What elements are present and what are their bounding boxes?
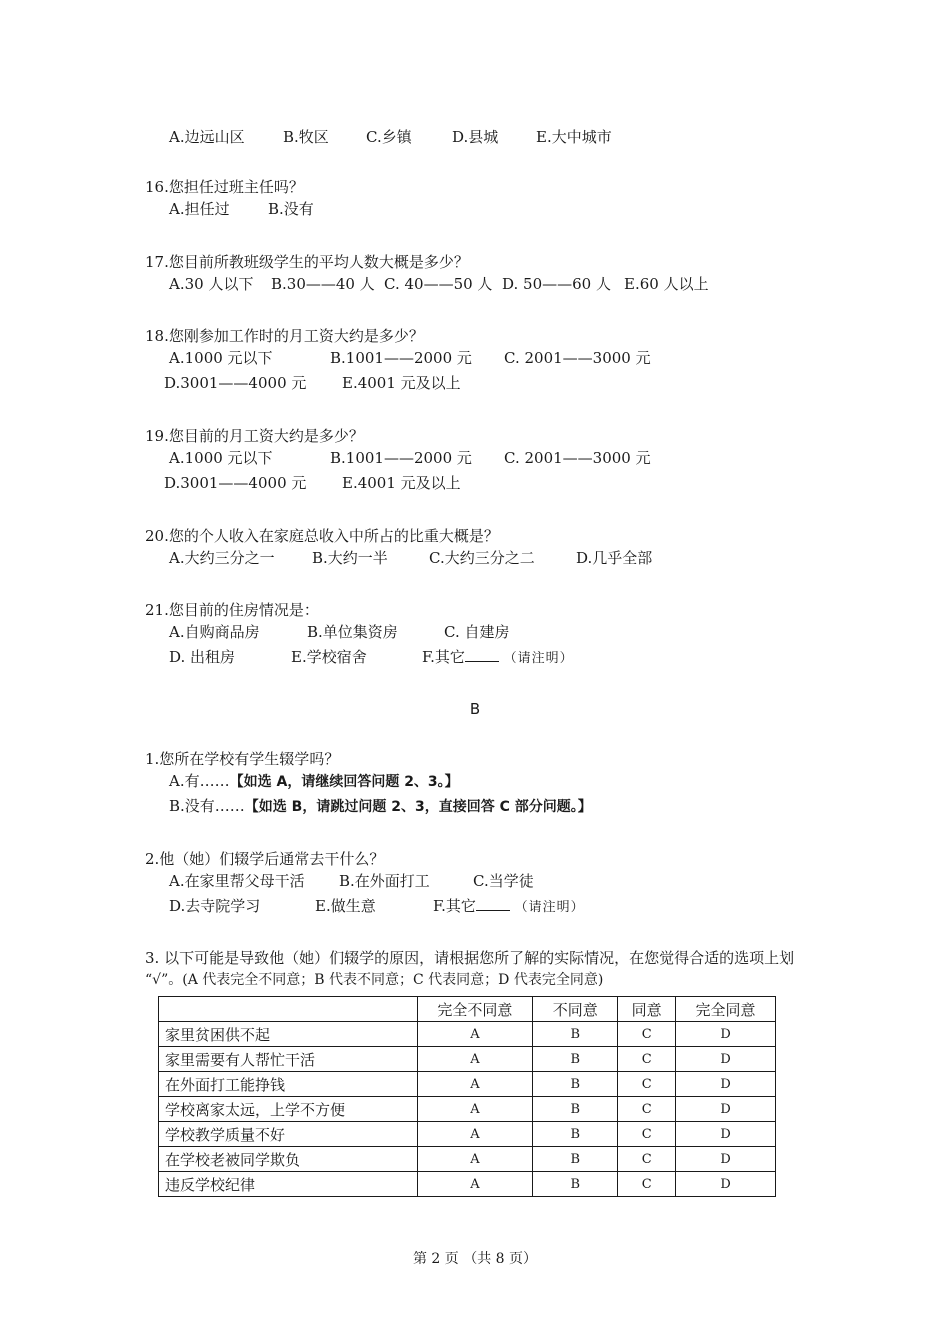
table-header-strongly-agree: 完全同意 [676, 997, 776, 1022]
choice-c[interactable]: C [618, 1122, 676, 1147]
option-15-c[interactable]: C.乡镇 [366, 128, 412, 146]
table-row [159, 1072, 776, 1097]
dropout-reasons-table [158, 996, 776, 1197]
table-header-agree: 同意 [618, 997, 676, 1022]
choice-a[interactable]: A [417, 1022, 533, 1047]
please-specify-note: （请注明） [503, 651, 574, 666]
option-20-c[interactable]: C.大约三分之二 [429, 549, 535, 567]
choice-c[interactable]: C [618, 1147, 676, 1172]
option-b1-a-instruction: 【如选 A，请继续回答问题 2、3。】 [229, 774, 459, 790]
option-b1-b[interactable] [169, 795, 592, 818]
choice-a[interactable]: A [417, 1072, 533, 1097]
question-b3 [145, 947, 825, 991]
option-21-d[interactable]: D. 出租房 [169, 648, 236, 666]
option-b2-b[interactable]: B.在外面打工 [339, 872, 430, 890]
option-15-b[interactable]: B.牧区 [283, 128, 329, 146]
choice-d[interactable]: D [676, 1072, 776, 1097]
choice-b[interactable]: B [533, 1147, 618, 1172]
table-row [159, 1147, 776, 1172]
table-row [159, 1172, 776, 1197]
option-21-e[interactable]: E.学校宿舍 [291, 648, 367, 666]
question-21 [145, 599, 825, 671]
choice-d[interactable]: D [676, 1172, 776, 1197]
question-20 [145, 525, 825, 572]
choice-d[interactable]: D [676, 1022, 776, 1047]
choice-b[interactable]: B [533, 1172, 618, 1197]
choice-a[interactable]: A [417, 1122, 533, 1147]
option-19-b[interactable]: B.1001——2000 元 [330, 449, 472, 467]
option-21-f-label: F.其它 [422, 648, 465, 666]
table-row [159, 1047, 776, 1072]
option-b2-c[interactable]: C.当学徒 [473, 872, 534, 890]
question-16-title: 16.您担任过班主任吗？ [145, 178, 304, 196]
option-b1-a-label: A.有…… [169, 772, 230, 790]
choice-a[interactable]: A [417, 1097, 533, 1122]
fill-in-blank[interactable] [465, 647, 499, 662]
question-18 [145, 325, 825, 397]
option-21-c[interactable]: C. 自建房 [444, 623, 510, 641]
option-17-a[interactable]: A.30 人以下 [169, 275, 254, 293]
choice-d[interactable]: D [676, 1047, 776, 1072]
option-17-b[interactable]: B.30——40 人 [271, 275, 375, 293]
choice-b[interactable]: B [533, 1047, 618, 1072]
please-specify-note: （请注明） [514, 900, 585, 915]
question-b2 [145, 848, 825, 920]
choice-b[interactable]: B [533, 1022, 618, 1047]
question-b2-title: 2.他（她）们辍学后通常去干什么？ [145, 850, 385, 868]
choice-a[interactable]: A [417, 1147, 533, 1172]
choice-d[interactable]: D [676, 1147, 776, 1172]
table-row [159, 1097, 776, 1122]
row-label: 在学校老被同学欺负 [159, 1147, 418, 1172]
option-21-b[interactable]: B.单位集资房 [307, 623, 398, 641]
option-20-d[interactable]: D.几乎全部 [576, 549, 653, 567]
table-row [159, 1022, 776, 1047]
question-19 [145, 425, 825, 497]
option-21-a[interactable]: A.自购商品房 [169, 623, 260, 641]
choice-a[interactable]: A [417, 1047, 533, 1072]
fill-in-blank[interactable] [476, 896, 510, 911]
choice-c[interactable]: C [618, 1022, 676, 1047]
table-header-disagree: 不同意 [533, 997, 618, 1022]
option-15-d[interactable]: D.县城 [452, 128, 499, 146]
option-19-e[interactable]: E.4001 元及以上 [342, 474, 461, 492]
question-21-title: 21.您目前的住房情况是： [145, 601, 319, 619]
option-b2-a[interactable]: A.在家里帮父母干活 [169, 872, 305, 890]
option-16-b[interactable]: B.没有 [268, 200, 314, 218]
choice-b[interactable]: B [533, 1072, 618, 1097]
option-18-e[interactable]: E.4001 元及以上 [342, 374, 461, 392]
choice-b[interactable]: B [533, 1097, 618, 1122]
option-b2-d[interactable]: D.去寺院学习 [169, 897, 261, 915]
question-b1-title: 1.您所在学校有学生辍学吗？ [145, 750, 340, 768]
question-18-title: 18.您刚参加工作时的月工资大约是多少？ [145, 327, 424, 345]
choice-c[interactable]: C [618, 1072, 676, 1097]
option-18-c[interactable]: C. 2001——3000 元 [504, 349, 651, 367]
option-b1-b-instruction: 【如选 B，请跳过问题 2、3，直接回答 C 部分问题。】 [244, 799, 592, 815]
option-b2-f-label: F.其它 [433, 897, 476, 915]
choice-c[interactable]: C [618, 1172, 676, 1197]
option-17-e[interactable]: E.60 人以上 [624, 275, 709, 293]
choice-d[interactable]: D [676, 1097, 776, 1122]
option-b2-e[interactable]: E.做生意 [315, 897, 376, 915]
option-17-c[interactable]: C. 40——50 人 [384, 275, 493, 293]
option-15-e[interactable]: E.大中城市 [536, 128, 612, 146]
row-label: 学校教学质量不好 [159, 1122, 418, 1147]
choice-a[interactable]: A [417, 1172, 533, 1197]
table-header-row [159, 997, 776, 1022]
page-footer: 第 2 页 （共 8 页） [412, 1251, 538, 1267]
option-17-d[interactable]: D. 50——60 人 [502, 275, 611, 293]
choice-b[interactable]: B [533, 1122, 618, 1147]
choice-c[interactable]: C [618, 1047, 676, 1072]
row-label: 学校离家太远，上学不方便 [159, 1097, 418, 1122]
table-row [159, 1122, 776, 1147]
row-label: 违反学校纪律 [159, 1172, 418, 1197]
option-20-a[interactable]: A.大约三分之一 [169, 549, 275, 567]
option-16-a[interactable]: A.担任过 [169, 200, 230, 218]
question-17 [145, 251, 825, 298]
table-header-strongly-disagree: 完全不同意 [417, 997, 533, 1022]
question-20-title: 20.您的个人收入在家庭总收入中所占的比重大概是？ [145, 527, 499, 545]
question-b3-line2: “√”。(A 代表完全不同意；B 代表不同意；C 代表同意；D 代表完全同意) [145, 972, 604, 988]
option-21-f[interactable] [422, 646, 574, 670]
option-18-a[interactable]: A.1000 元以下 [169, 349, 273, 367]
option-15-a[interactable]: A.边远山区 [169, 128, 245, 146]
row-label: 家里需要有人帮忙干活 [159, 1047, 418, 1072]
question-19-title: 19.您目前的月工资大约是多少？ [145, 427, 364, 445]
question-16 [145, 176, 825, 223]
question-b3-line1: 3. 以下可能是导致他（她）们辍学的原因，请根据您所了解的实际情况，在您觉得合适的选项上划 [145, 949, 795, 967]
choice-d[interactable]: D [676, 1122, 776, 1147]
option-19-a[interactable]: A.1000 元以下 [169, 449, 273, 467]
question-17-title: 17.您目前所教班级学生的平均人数大概是多少？ [145, 253, 469, 271]
option-b1-b-label: B.没有…… [169, 797, 245, 815]
option-b1-a[interactable] [169, 770, 459, 793]
option-20-b[interactable]: B.大约一半 [312, 549, 388, 567]
row-label: 在外面打工能挣钱 [159, 1072, 418, 1097]
row-label: 家里贫困供不起 [159, 1022, 418, 1047]
option-18-b[interactable]: B.1001——2000 元 [330, 349, 472, 367]
choice-c[interactable]: C [618, 1097, 676, 1122]
option-b2-f[interactable] [433, 895, 585, 919]
option-19-c[interactable]: C. 2001——3000 元 [504, 449, 651, 467]
table-header-empty [159, 997, 418, 1022]
question-b1 [145, 748, 825, 820]
option-18-d[interactable]: D.3001——4000 元 [164, 374, 307, 392]
option-19-d[interactable]: D.3001——4000 元 [164, 474, 307, 492]
section-b-heading: B [469, 700, 481, 718]
question-15-options [145, 126, 825, 151]
